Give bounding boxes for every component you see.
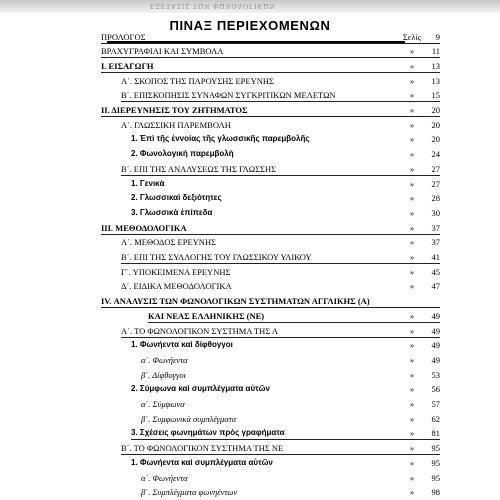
- toc-entry-title: Β΄. ΤΟ ΦΩΝΟΛΟΓΙΚΟΝ ΣΥΣΤΗΜΑ ΤΗΣ ΝΕ: [121, 443, 284, 454]
- toc-entry-page: 49: [431, 340, 440, 351]
- toc-entry-title: Δ΄. ΕΙΔΙΚΑ ΜΕΘΟΔΟΛΟΓΙΚΑ: [121, 281, 232, 292]
- toc-entry-page: 28: [431, 193, 440, 204]
- toc-entry-marker: »: [409, 193, 415, 204]
- toc-entry: [0, 74, 500, 88]
- toc-entry: [0, 279, 500, 293]
- toc-entry-title: Β΄. ΕΠΙ ΤΗΣ ΣΥΛΛΟΓΗΣ ΤΟΥ ΓΛΩΣΣΙΚΟΥ ΥΛΙΚΟΥ: [121, 252, 312, 262]
- toc-entry-title: 2. Φωνολογικὴ παρεμβολὴ: [131, 149, 234, 159]
- toc-entry: [0, 162, 500, 176]
- toc-entry-page: 95: [431, 443, 440, 454]
- toc-entry-page: 49: [431, 325, 440, 336]
- toc-entry-page: 57: [431, 399, 440, 409]
- toc-entry-page: 81: [431, 428, 440, 439]
- toc-entry-marker: »: [409, 384, 415, 395]
- toc-entry-title: Γ΄. ΥΠΟΚΕΙΜΕΝΑ ΕΡΕΥΝΗΣ: [121, 266, 231, 277]
- toc-entry-page: 98: [431, 487, 440, 498]
- toc-entry-title: ΚΑΙ ΝΕΑΣ ΕΛΛΗΝΙΚΗΣ (ΝΕ): [148, 310, 265, 321]
- toc-entry-title: Β΄. ΕΠΙΣΚΟΠΗΣΙΣ ΣΥΝΑΦΩΝ ΣΥΓΚΡΙΤΙΚΩΝ ΜΕΛΕΤΩΝ: [121, 90, 336, 101]
- toc-entry: [0, 132, 500, 146]
- toc-entry-marker: »: [409, 281, 415, 292]
- toc-entry: [0, 309, 500, 323]
- toc-entry-page: 15: [431, 90, 440, 101]
- toc-entry: [0, 382, 500, 396]
- toc-entry-marker: »: [409, 340, 415, 351]
- toc-entry-title: β΄. Συμφωνικὰ συμπλέγματα: [141, 413, 237, 424]
- toc-entry-marker: »: [409, 60, 415, 71]
- toc-entry-page: 20: [431, 134, 440, 145]
- toc-entry-marker: »: [409, 443, 415, 454]
- toc-entry-marker: »: [409, 310, 415, 321]
- toc-entry: [0, 368, 500, 382]
- toc-entry-page: 45: [431, 266, 440, 277]
- toc-entry-marker: »: [409, 149, 415, 160]
- toc-entry-marker: »: [409, 252, 415, 262]
- toc-entry: [0, 44, 500, 58]
- toc-entry-title: 2. Σύμφωνα καὶ συμπλέγματα αὐτῶν: [131, 384, 270, 394]
- toc-entry: [0, 30, 500, 44]
- toc-entry-title: 1. Φωνήεντα καὶ δίφθογγοι: [131, 340, 233, 350]
- toc-entry-title: Α΄. ΜΕΘΟΔΟΣ ΕΡΕΥΝΗΣ: [121, 237, 217, 248]
- toc-entry-title: 1. Γενικὰ: [131, 178, 165, 188]
- toc-entry-page: 13: [431, 75, 440, 86]
- toc-entry-title: IV. ΑΝΑΛΥΣΙΣ ΤΩΝ ΦΩΝΟΛΟΓΙΚΩΝ ΣΥΣΤΗΜΑΤΩΝ ΑΓΓΛΙΚΗΣ (Α): [101, 296, 370, 307]
- toc-entry-title: ΠΡΟΛΟΓΟΣ: [101, 31, 146, 42]
- toc-entry-title: ΒΡΑΧΥΓΡΑΦΙΑΙ ΚΑΙ ΣΥΜΒΟΛΑ: [101, 46, 224, 57]
- toc-entry: [0, 265, 500, 279]
- toc-entry-page: 49: [431, 310, 440, 321]
- toc-entry-title: 1. Φωνήεντα καὶ συμπλέγματα αὐτῶν: [131, 457, 273, 467]
- toc-entry: [0, 324, 500, 338]
- toc-entry-marker: Σελίς: [402, 31, 422, 42]
- toc-entry-title: Ι. ΕΙΣΑΓΩΓΗ: [101, 60, 154, 71]
- toc-entry: [0, 338, 500, 352]
- toc-entry-title: Α΄. ΓΛΩΣΣΙΚΗ ΠΑΡΕΜΒΟΛΗ: [121, 119, 231, 130]
- toc-entry-marker: »: [409, 369, 415, 380]
- toc-entry: [0, 397, 500, 411]
- toc-entry: [0, 456, 500, 470]
- toc-entry-page: 49: [431, 354, 440, 365]
- toc-entry-page: 37: [431, 222, 440, 233]
- toc-entry-marker: »: [409, 134, 415, 145]
- toc-entry: [0, 485, 500, 499]
- toc-entry-title: ΙΙ. ΔΙΕΡΕΥΝΗΣΙΣ ΤΟΥ ΖΗΤΗΜΑΤΟΣ: [101, 105, 248, 115]
- toc-entry-marker: »: [409, 178, 415, 189]
- page-title: ΠΙΝΑΞ ΠΕΡΙΕΧΟΜΕΝΩΝ: [169, 18, 331, 33]
- toc-entry-marker: »: [409, 90, 415, 101]
- toc-entry-title: 3. Σχέσεις φωνημάτων πρὸς γραφήματα: [131, 428, 285, 438]
- toc-entry-page: 20: [431, 105, 440, 115]
- toc-entry-marker: »: [409, 457, 415, 468]
- toc-entry-page: 95: [431, 472, 440, 483]
- toc-entry-marker: »: [409, 105, 415, 115]
- toc-entry-title: α΄. Σύμφωνα: [141, 399, 185, 409]
- toc-entry-page: 27: [431, 163, 440, 174]
- toc-entry: [0, 147, 500, 161]
- toc-entry-marker: »: [409, 46, 415, 57]
- toc-entry-page: 30: [431, 207, 440, 218]
- bleed-through-text: ΕΞΕΤΑΣΙΣ ΤΩΝ ΦΩΝΟΛΟΓΙΚΩΝ: [150, 2, 276, 10]
- toc-entry-page: 62: [431, 413, 440, 424]
- toc-entry: [0, 353, 500, 367]
- toc-entry-page: 53: [431, 369, 440, 380]
- toc-entry: [0, 191, 500, 205]
- toc-entry-page: 11: [431, 46, 440, 57]
- toc-entry-marker: »: [409, 163, 415, 174]
- toc-entry-marker: »: [409, 413, 415, 424]
- toc-entry-marker: »: [409, 428, 415, 439]
- toc-entry: [0, 412, 500, 426]
- toc-entry: [0, 206, 500, 220]
- toc-entry-title: α΄. Φωνήεντα: [141, 354, 188, 365]
- toc-entry-page: 95: [431, 457, 440, 468]
- toc-entry-marker: »: [409, 75, 415, 86]
- toc-entry-title: 1. Ἐπὶ τῆς ἐννοίας τῆς γλωσσικῆς παρεμβολῆς: [131, 134, 310, 144]
- toc-entry-title: Α΄. ΣΚΟΠΟΣ ΤΗΣ ΠΑΡΟΥΣΗΣ ΕΡΕΥΝΗΣ: [121, 75, 274, 86]
- toc-entry-title: 3. Γλωσσικὰ ἐπίπεδα: [131, 207, 213, 217]
- toc-entry: [0, 88, 500, 102]
- toc-entry-title: α΄. Φωνήεντα: [141, 472, 188, 483]
- toc-entry: [0, 59, 500, 73]
- toc-entry: [0, 235, 500, 249]
- toc-entry-marker: »: [409, 399, 415, 409]
- toc-entry-title: ΙΙΙ. ΜΕΘΟΔΟΛΟΓΙΚΑ: [101, 222, 187, 233]
- toc-entry: [0, 471, 500, 485]
- toc-entry-marker: »: [409, 119, 415, 130]
- toc-entry: [0, 426, 500, 440]
- toc-entry-page: 56: [431, 384, 440, 395]
- toc-entry-title: Α΄. ΤΟ ΦΩΝΟΛΟΓΙΚΟΝ ΣΥΣΤΗΜΑ ΤΗΣ Α: [121, 325, 279, 336]
- toc-entry-marker: »: [409, 487, 415, 498]
- toc-entry: [0, 103, 500, 117]
- toc-entry-marker: »: [409, 266, 415, 277]
- toc-entry-title: Β΄. ΕΠΙ ΤΗΣ ΑΝΑΛΥΣΕΩΣ ΤΗΣ ΓΛΩΣΣΗΣ: [121, 163, 277, 174]
- toc-entry-page: 20: [431, 119, 440, 130]
- toc-entry-marker: »: [409, 472, 415, 483]
- toc-entry-page: 47: [431, 281, 440, 292]
- toc-entry: [0, 177, 500, 191]
- toc-entry-marker: »: [409, 222, 415, 233]
- toc-entry-title: 2. Γλωσσικαὶ δεξιότητες: [131, 193, 222, 203]
- toc-entry-page: 27: [431, 178, 440, 189]
- toc-entry-page: 13: [431, 60, 440, 71]
- toc-entry-page: 9: [435, 31, 440, 42]
- toc-entry-marker: »: [409, 354, 415, 365]
- toc-entry-marker: »: [409, 237, 415, 248]
- toc-entry-title: β΄. Συμπλέγματα φωνηέντων: [141, 487, 238, 498]
- toc-entry-marker: »: [409, 207, 415, 218]
- toc-entry-title: β΄. Δίφθογγοι: [141, 369, 186, 380]
- toc-entry-page: 24: [431, 149, 440, 160]
- toc-entry: [0, 221, 500, 235]
- toc-entry-page: 37: [431, 237, 440, 248]
- toc-entry-page: 41: [431, 252, 440, 262]
- toc-entry-marker: »: [409, 325, 415, 336]
- toc-entry: [0, 294, 500, 308]
- toc-entry: [0, 118, 500, 132]
- toc-entry: [0, 441, 500, 455]
- toc-entry: [0, 250, 500, 264]
